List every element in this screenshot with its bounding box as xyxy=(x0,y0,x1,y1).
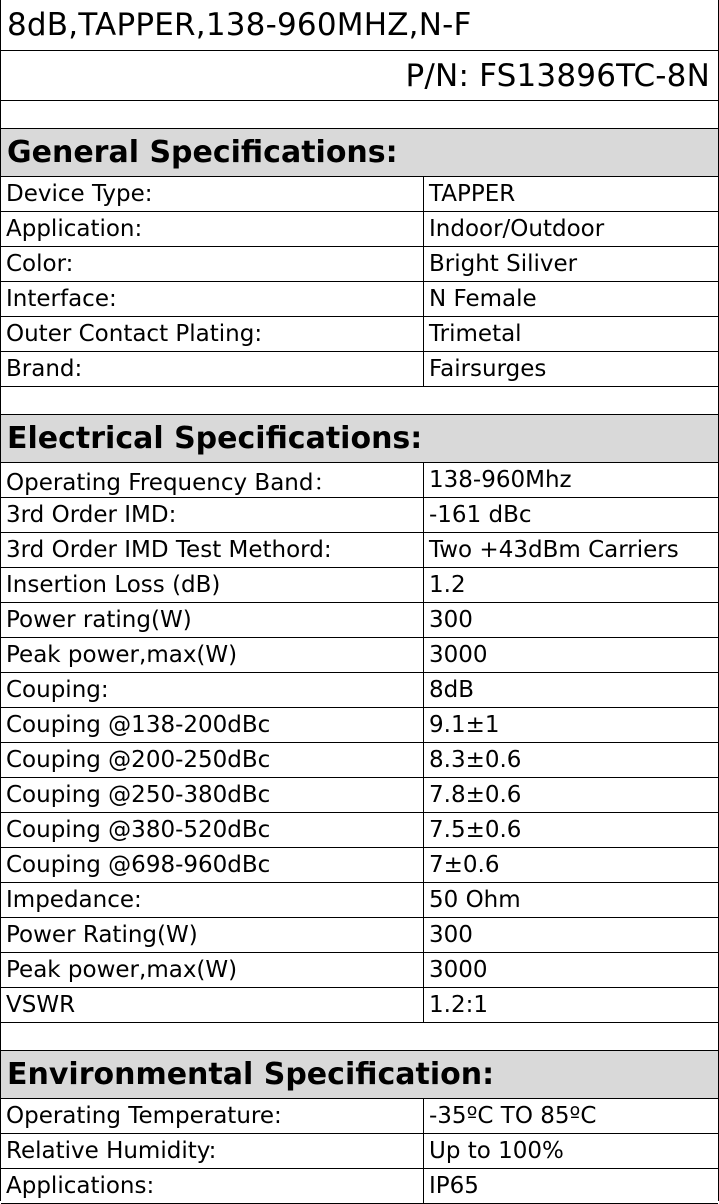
spec-label: Power Rating(W) xyxy=(1,918,424,952)
spec-value: 50 Ohm xyxy=(429,887,521,913)
spec-value: Up to 100% xyxy=(429,1138,564,1164)
spec-value: Two +43dBm Carriers xyxy=(429,537,679,563)
spec-label: Application: xyxy=(1,212,424,246)
spacer-row xyxy=(1,1023,718,1051)
spec-label: Operating Frequency Band： xyxy=(1,463,424,497)
spec-label: Peak power,max(W) xyxy=(1,953,424,987)
spec-label: Interface: xyxy=(1,282,424,316)
spec-row xyxy=(1,918,718,953)
environmental-section-heading xyxy=(1,1051,718,1099)
electrical-section-heading xyxy=(1,415,718,463)
spec-label: Brand: xyxy=(1,352,424,386)
spec-row xyxy=(1,352,718,387)
spec-row xyxy=(1,638,718,673)
spec-row xyxy=(1,603,718,638)
spec-label: Operating Temperature: xyxy=(1,1099,424,1133)
spec-row xyxy=(1,212,718,247)
spec-value: 3000 xyxy=(429,642,488,668)
spec-value: Fairsurges xyxy=(429,356,547,382)
environmental-spec-rows xyxy=(1,1099,718,1204)
spec-row xyxy=(1,813,718,848)
section-title: Electrical Specifications: xyxy=(7,421,423,456)
part-number: P/N: FS13896TC-8N xyxy=(405,57,710,94)
spec-label: Couping @200-250dBc xyxy=(1,743,424,777)
spec-value: 7.8±0.6 xyxy=(429,782,522,808)
spec-value: -35ºC TO 85ºC xyxy=(429,1103,597,1129)
spec-value: 300 xyxy=(429,607,473,633)
spec-label: VSWR xyxy=(1,988,424,1022)
spec-value: 7±0.6 xyxy=(429,852,500,878)
spec-row xyxy=(1,1134,718,1169)
spec-label: Applications: xyxy=(1,1169,424,1203)
spec-value: 3000 xyxy=(429,957,488,983)
spec-label: Power rating(W) xyxy=(1,603,424,637)
title-row xyxy=(1,0,718,51)
spec-value: Trimetal xyxy=(429,321,522,347)
spec-label: 3rd Order IMD Test Methord: xyxy=(1,533,424,567)
spec-value: IP65 xyxy=(429,1173,479,1199)
spec-row xyxy=(1,463,718,498)
spec-label: Peak power,max(W) xyxy=(1,638,424,672)
spec-value: -161 dBc xyxy=(429,502,532,528)
spec-value: 8dB xyxy=(429,677,475,703)
spec-value: Bright Siliver xyxy=(429,251,578,277)
spec-value: 1.2:1 xyxy=(429,992,488,1018)
spacer-row xyxy=(1,387,718,415)
spec-label: Couping @698-960dBc xyxy=(1,848,424,882)
spec-label: Couping @250-380dBc xyxy=(1,778,424,812)
spec-row xyxy=(1,953,718,988)
spec-value: 8.3±0.6 xyxy=(429,747,522,773)
spec-label: Color: xyxy=(1,247,424,281)
part-number-row xyxy=(1,51,718,101)
spec-value: Indoor/Outdoor xyxy=(429,216,605,242)
spec-row xyxy=(1,1169,718,1204)
spec-value: 138-960Mhz xyxy=(429,467,572,493)
spec-row xyxy=(1,743,718,778)
spec-value: TAPPER xyxy=(429,181,516,207)
section-title: General Specifications: xyxy=(7,135,398,170)
spec-label: Insertion Loss (dB) xyxy=(1,568,424,602)
spec-row xyxy=(1,568,718,603)
spec-row xyxy=(1,988,718,1023)
spec-row xyxy=(1,498,718,533)
spec-value: N Female xyxy=(429,286,537,312)
spec-row xyxy=(1,533,718,568)
general-section-heading xyxy=(1,129,718,177)
spec-row xyxy=(1,177,718,212)
spec-label: Outer Contact Plating: xyxy=(1,317,424,351)
spec-row xyxy=(1,708,718,743)
product-title: 8dB,TAPPER,138-960MHZ,N-F xyxy=(7,7,472,43)
spec-row xyxy=(1,848,718,883)
spec-value: 7.5±0.6 xyxy=(429,817,522,843)
spec-row xyxy=(1,247,718,282)
spec-label: Couping: xyxy=(1,673,424,707)
spec-row xyxy=(1,1099,718,1134)
spec-label: Couping @380-520dBc xyxy=(1,813,424,847)
general-spec-rows xyxy=(1,177,718,387)
spec-label: Device Type: xyxy=(1,177,424,211)
spec-label: Impedance: xyxy=(1,883,424,917)
spec-row xyxy=(1,282,718,317)
spec-row xyxy=(1,673,718,708)
spacer-row xyxy=(1,101,718,129)
spec-row xyxy=(1,778,718,813)
electrical-spec-rows xyxy=(1,463,718,1023)
section-title: Environmental Specification: xyxy=(7,1057,495,1092)
spec-value: 300 xyxy=(429,922,473,948)
spec-value: 9.1±1 xyxy=(429,712,500,738)
spec-row xyxy=(1,883,718,918)
spec-label: Relative Humidity: xyxy=(1,1134,424,1168)
spec-value: 1.2 xyxy=(429,572,466,598)
spec-row xyxy=(1,317,718,352)
spec-label: 3rd Order IMD: xyxy=(1,498,424,532)
spec-label: Couping @138-200dBc xyxy=(1,708,424,742)
